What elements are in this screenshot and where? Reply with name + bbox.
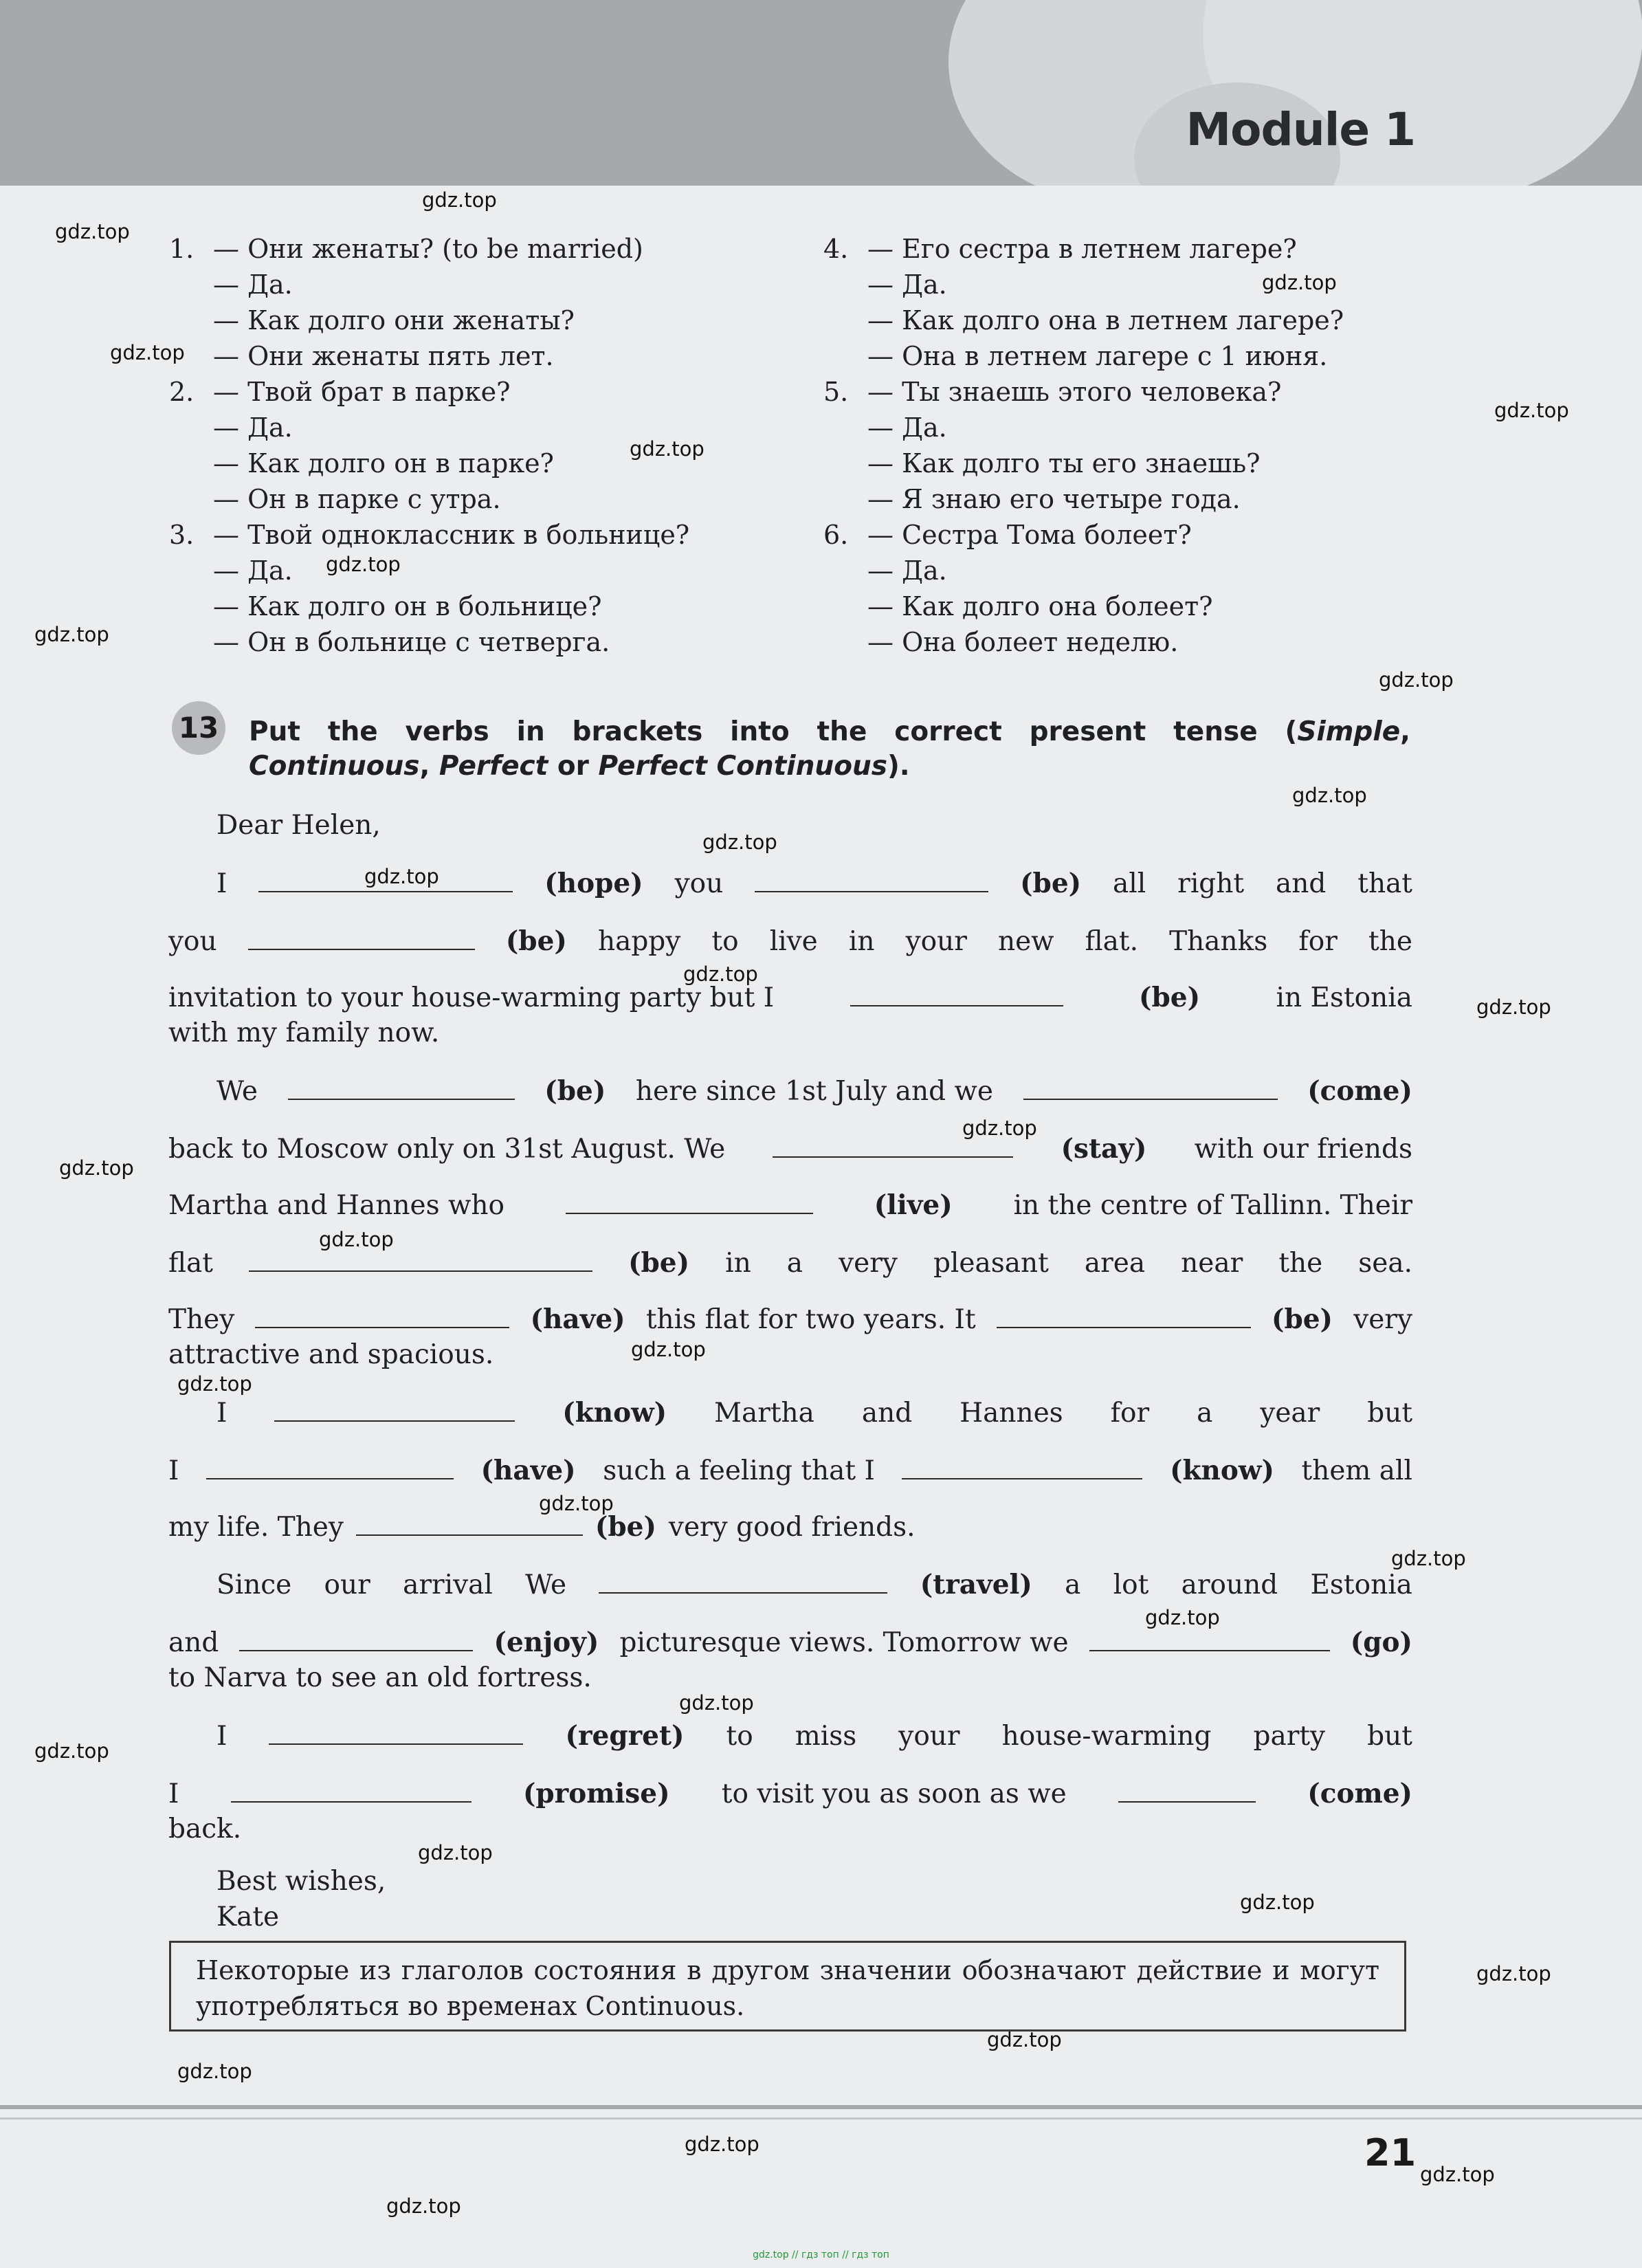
- watermark: gdz.top: [418, 1841, 493, 1864]
- dialogue-line: — Они женаты пять лет.: [213, 341, 554, 371]
- letter-signature: Kate: [217, 1902, 280, 1933]
- dialogue-line: — Да.: [867, 555, 947, 586]
- dialogue-number: 3.: [169, 520, 195, 550]
- exercise-number-badge: 13: [172, 701, 225, 755]
- letter-greeting: Dear Helen,: [217, 810, 381, 841]
- dialogue-line: — Сестра Тома болеет?: [867, 520, 1192, 550]
- watermark: gdz.top: [702, 830, 777, 854]
- letter-line: I (hope) you (be) all right and that: [217, 868, 1412, 899]
- letter-line: I (promise) to visit you as soon as we (come): [168, 1778, 1412, 1809]
- dialogue-line: — Они женаты? (to be married): [213, 234, 643, 264]
- answer-blank[interactable]: [248, 925, 475, 950]
- watermark: gdz.top: [630, 437, 704, 461]
- answer-blank[interactable]: [755, 868, 988, 892]
- dialogue-line: — Как долго он в больнице?: [213, 591, 602, 621]
- dialogue-line: — Я знаю его четыре года.: [867, 484, 1241, 514]
- dialogue-line: — Да.: [867, 412, 947, 443]
- watermark: gdz.top: [1494, 399, 1569, 422]
- watermark: gdz.top: [1292, 784, 1367, 807]
- dialogue-line: — Да.: [867, 269, 947, 300]
- answer-blank[interactable]: [356, 1511, 583, 1536]
- dialogue-number: 6.: [823, 520, 849, 550]
- answer-blank[interactable]: [249, 1247, 592, 1272]
- watermark: gdz.top: [34, 623, 109, 646]
- dialogue-number: 2.: [169, 377, 195, 407]
- dialogue-line: — Твой одноклассник в больнице?: [213, 520, 690, 550]
- answer-blank[interactable]: [566, 1189, 813, 1214]
- letter-line: I (know) Martha and Hannes for a year but: [217, 1397, 1412, 1429]
- watermark: gdz.top: [1240, 1891, 1315, 1914]
- watermark: gdz.top: [319, 1228, 394, 1251]
- watermark: gdz.top: [1476, 995, 1551, 1019]
- dialogue-line: — Его сестра в летнем лагере?: [867, 234, 1297, 264]
- watermark: gdz.top: [679, 1691, 754, 1715]
- dialogue-line: — Да.: [213, 412, 293, 443]
- answer-blank[interactable]: [206, 1455, 454, 1479]
- footer-rule: [0, 2117, 1642, 2120]
- letter-line: you (be) happy to live in your new flat. Thanks for the: [168, 925, 1412, 957]
- watermark: gdz.top: [683, 962, 758, 986]
- watermark: gdz.top: [1420, 2163, 1495, 2186]
- bottom-note: gdz.top // гдз топ // гдз топ: [753, 2249, 889, 2260]
- dialogue-line: — Как долго ты его знаешь?: [867, 448, 1261, 478]
- watermark: gdz.top: [1262, 271, 1337, 294]
- watermark: gdz.top: [1379, 668, 1454, 692]
- dialogue-line: — Да.: [213, 269, 293, 300]
- answer-blank[interactable]: [997, 1303, 1251, 1328]
- letter-line: my life. They (be) very good friends.: [168, 1511, 916, 1543]
- watermark: gdz.top: [34, 1739, 109, 1763]
- watermark: gdz.top: [364, 865, 439, 888]
- letter-line: back.: [168, 1814, 242, 1845]
- answer-blank[interactable]: [599, 1569, 887, 1594]
- watermark: gdz.top: [386, 2194, 461, 2218]
- letter-line: back to Moscow only on 31st August. We (stay) with our friends: [168, 1133, 1412, 1165]
- answer-blank[interactable]: [255, 1303, 509, 1328]
- dialogue-line: — Она в летнем лагере с 1 июня.: [867, 341, 1328, 371]
- answer-blank[interactable]: [239, 1627, 473, 1651]
- answer-blank[interactable]: [288, 1075, 515, 1100]
- watermark: gdz.top: [422, 188, 497, 212]
- dialogue-number: 5.: [823, 377, 849, 407]
- letter-line: with my family now.: [168, 1017, 440, 1048]
- watermark: gdz.top: [539, 1492, 614, 1515]
- answer-blank[interactable]: [274, 1397, 515, 1422]
- answer-blank[interactable]: [1089, 1627, 1330, 1651]
- answer-blank[interactable]: [1118, 1778, 1256, 1803]
- dialogue-number: 1.: [169, 234, 195, 264]
- watermark: gdz.top: [326, 553, 401, 576]
- module-title: Module 1: [1186, 103, 1415, 156]
- dialogue-line: — Да.: [213, 555, 293, 586]
- letter-line: to Narva to see an old fortress.: [168, 1662, 592, 1693]
- letter-line: and (enjoy) picturesque views. Tomorrow we (go): [168, 1627, 1412, 1658]
- watermark: gdz.top: [1476, 1962, 1551, 1985]
- letter-line: invitation to your house-warming party but I (be) in Estonia: [168, 982, 1412, 1013]
- letter-line: They (have) this flat for two years. It (be) very: [168, 1303, 1412, 1335]
- page-header: [0, 0, 1642, 186]
- dialogue-line: — Как долго он в парке?: [213, 448, 554, 478]
- answer-blank[interactable]: [231, 1778, 471, 1803]
- dialogue-line: — Ты знаешь этого человека?: [867, 377, 1282, 407]
- watermark: gdz.top: [177, 2060, 252, 2083]
- dialogue-line: — Он в парке с утра.: [213, 484, 501, 514]
- dialogue-number: 4.: [823, 234, 849, 264]
- dialogue-line: — Он в больнице с четверга.: [213, 627, 610, 657]
- dialogue-line: — Она болеет неделю.: [867, 627, 1179, 657]
- watermark: gdz.top: [59, 1156, 134, 1180]
- dialogue-line: — Твой брат в парке?: [213, 377, 511, 407]
- answer-blank[interactable]: [1023, 1075, 1278, 1100]
- watermark: gdz.top: [685, 2133, 759, 2156]
- watermark: gdz.top: [110, 341, 185, 364]
- letter-line: Martha and Hannes who (live) in the centre of Tallinn. Their: [168, 1189, 1412, 1221]
- dialogue-line: — Как долго они женаты?: [213, 305, 575, 335]
- footer-rule: [0, 2105, 1642, 2109]
- answer-blank[interactable]: [850, 982, 1063, 1006]
- answer-blank[interactable]: [773, 1133, 1013, 1158]
- watermark: gdz.top: [177, 1372, 252, 1396]
- letter-closing: Best wishes,: [217, 1866, 386, 1897]
- answer-blank[interactable]: [902, 1455, 1142, 1479]
- letter-line: I (have) such a feeling that I (know) them all: [168, 1455, 1412, 1486]
- letter-line: attractive and spacious.: [168, 1339, 494, 1370]
- answer-blank[interactable]: [258, 868, 513, 892]
- exercise-instructions: Put the verbs in brackets into the correct present tense (Simple, Continuous, Perfect or Perfect Continuous).: [249, 716, 1410, 782]
- letter-line: We (be) here since 1st July and we (come): [217, 1075, 1412, 1107]
- dialogue-line: — Как долго она болеет?: [867, 591, 1213, 621]
- watermark: gdz.top: [631, 1338, 706, 1361]
- watermark: gdz.top: [987, 2028, 1062, 2051]
- watermark: gdz.top: [962, 1116, 1037, 1140]
- watermark: gdz.top: [55, 220, 130, 243]
- letter-line: I (regret) to miss your house-warming party but: [217, 1720, 1412, 1752]
- letter-line: Since our arrival We (travel) a lot around Estonia: [217, 1569, 1412, 1600]
- grammar-note-box: Некоторые из глаголов состояния в другом значении обозначают действие и могут употребляться во временах Continuous.: [169, 1941, 1406, 2032]
- watermark: gdz.top: [1145, 1606, 1220, 1629]
- letter-line: flat (be) in a very pleasant area near the sea.: [168, 1247, 1412, 1279]
- dialogue-line: — Как долго она в летнем лагере?: [867, 305, 1344, 335]
- watermark: gdz.top: [1391, 1547, 1466, 1570]
- page-number: 21: [1364, 2131, 1417, 2175]
- answer-blank[interactable]: [269, 1720, 523, 1745]
